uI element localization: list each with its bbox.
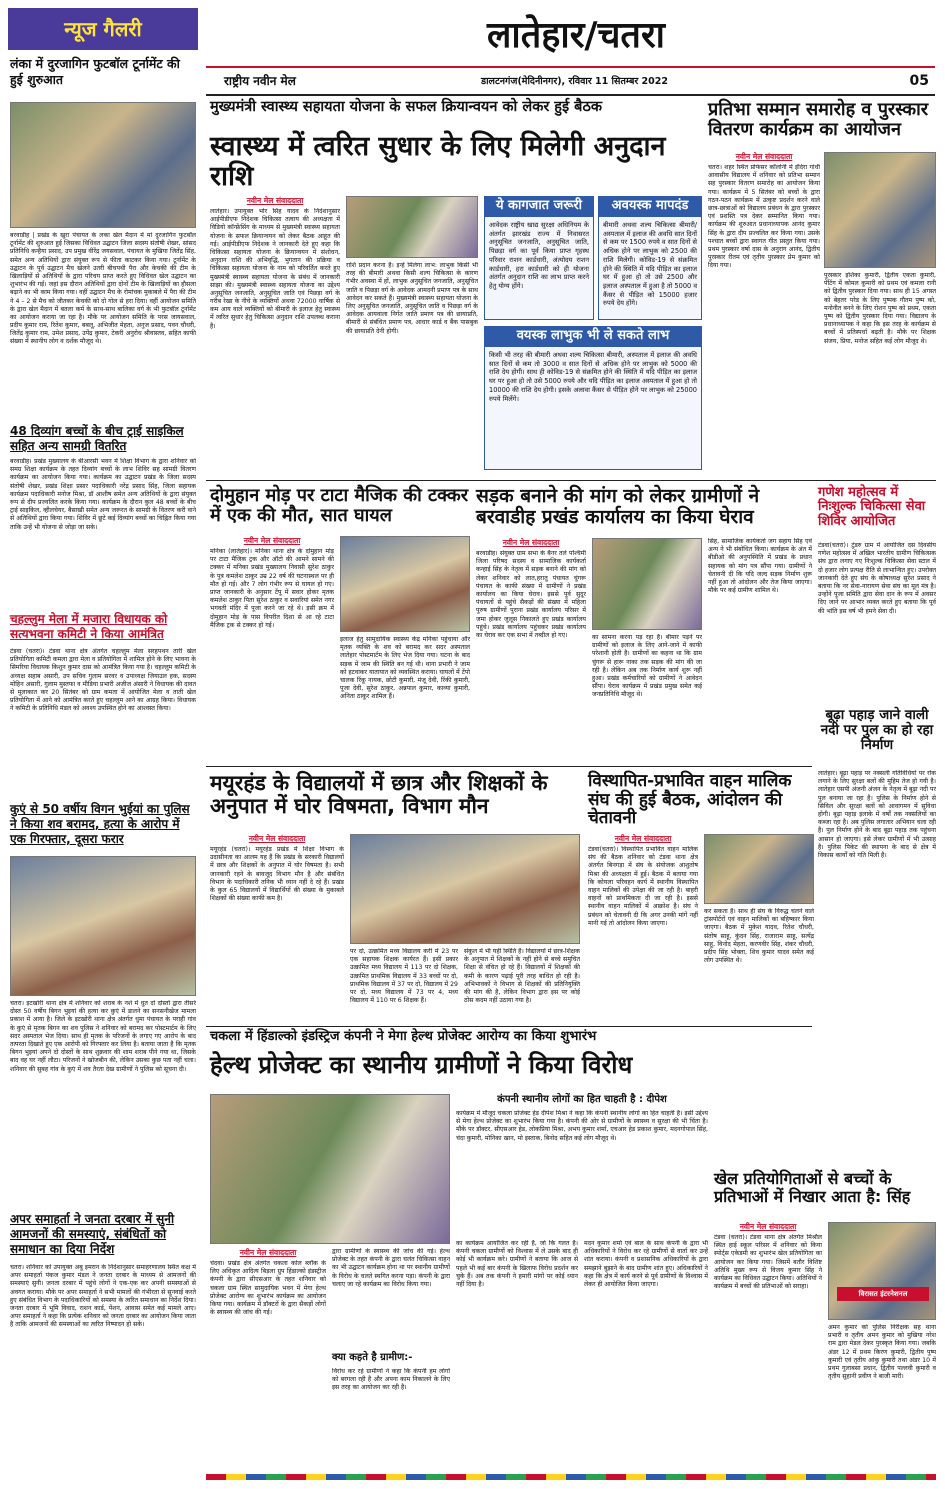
dateline: डालटनगंज(मेदिनीनगर), रविवार 11 सितम्बर 2022 bbox=[481, 76, 669, 87]
award-headline: प्रतिभा सम्मान समारोह व पुरस्कार वितरण कार्यक्रम का आयोजन bbox=[708, 99, 929, 140]
criteria-box-body: बीमारी अथवा शल्य चिकित्सा बीमारी/अस्पताल में इलाज की अवधि सात दिनों से कम पर 1500 रुपये व सात दिनों से अधिक होने पर लाभुक को 2500 की राशि मिलेगी। कोविड-19 से संक्रमित होने की स्थिति में यदि पीड़ित का इलाज घर में हुआ हो तो उसे 2500 और इलाज अस्पताल में हुआ है तो 5000 व कैंसर से पीड़ित को 15000 हजार रुपये देय होंगे। bbox=[598, 216, 702, 320]
meeting-photo bbox=[346, 196, 478, 258]
khel-reporter: नवीन मेल संवाददाता bbox=[739, 1222, 797, 1231]
road-reporter: नवीन मेल संवाददाता bbox=[502, 538, 560, 547]
page-number: 05 bbox=[909, 73, 929, 89]
documents-box-title: ये कागजात जरूरी bbox=[484, 196, 594, 216]
lead-reporter: नवीन मेल संवाददाता bbox=[246, 196, 304, 205]
award-body1: चतरा। शहर स्थित प्रोफेसर कॉलोनी में इंदिरा गांधी आवासीय विद्यालय में शनिवार को प्रतिभा सम्मान सह पुरस्कार वितरण समारोह का आयोजन किया गया। कार्यक्रम में 5 सितंबर को बच्चों के द्वारा गठन-पठन कार्यक्रम में उत्कृष्ट प्रदर्शन करने वाले छात्र-छात्राओं को विद्यालय प्रबंधन के द्वारा पुरस्कार एवं प्रशस्ति पत्र देकर सम्मानित किया गया। कार्यक्रम की शुरुआत प्रधानाध्यापक आनंद कुमार सिंह के द्वारा दीप प्रज्वलित कर किया गया। उसके पश्चात बच्चों द्वारा स्वागत गीत प्रस्तुत किया गया। प्रथम पुरस्कार वर्षा दास के अनुराग आनंद, द्वितीय पुरस्कार रीतम एवं तृतीय पुरस्कार प्रेम कुमार को दिया गया। bbox=[708, 164, 820, 270]
tata-col2: इलाज हेतु सामुदायिक स्वास्थ्य केंद्र मनिका पहुंचाया और मृतक व्यक्ति के शव को बरामद कर सदर अस्पताल लातेहार पोस्टमार्टम के लिए भेज दिया गया। घटना के बाद सड़क में जाम की स्थिति बन गई थी। थाना प्रभारी ने जाम को हटवाकर यातायात को व्यवस्थित कराया। घायलों में टेंपो चालक रिंकू नायक, छोटी कुमारी, मंजू देवी, रिंकी कुमारी, पूजा देवी, सुरेश ठाकुर, अन्नपाल कुमार, काव्या कुमारी, अनिता ठाकुर शामिल हैं। bbox=[340, 636, 470, 701]
health-camp-photo bbox=[210, 1094, 450, 1244]
masthead-bar bbox=[206, 66, 935, 96]
hindalco-subhead: कंपनी स्थानीय लोगों का हित चाहती है : दीपेश bbox=[497, 1094, 667, 1105]
masthead bbox=[206, 8, 935, 98]
gallery-s5-body: चतरा। शनिवार को उपायुक्त अबु इमरान के निर्देशानुसार समाहरणालय स्थित कक्ष में अपर समाहर्ता पंकज कुमार मंडल ने जनता दरबार के माध्यम से आमजनों की समस्याएं सुनी। जनता दरबार में पहुंचे लोगों ने एक-एक कर अपनी समस्याओं से अवगत कराया। मौके पर अपर समाहर्ता ने सभी मामलों की गंभीरता से सुनवाई करते हुए संबंधित विभाग के पदाधिकारियों को समस्या के त्वरित समाधान का निर्देश दिया। जनता दरबार में भूमि विवाद, राशन कार्ड, पेंशन, आवास समेत कई मामले आए। अपर समाहर्ता ने कहा कि प्रत्येक शनिवार को जनता दरबार का आयोजन किया जाता है ताकि आमजनों की समस्याओं का त्वरित निष्पादन हो सके। bbox=[10, 1264, 196, 1329]
road-col3: सिंह, सामाजिक कार्यकर्ता जग सहाय सिंह एवं अन्य ने भी संबोधित किया। कार्यक्रम के अंत में बीडीओ की अनुपस्थिति में प्रखंड के प्रधान सहायक को मांग पत्र सौंपा गया। ग्रामीणों ने चेतावनी दी कि यदि जल्द सड़क निर्माण शुरू नहीं हुआ तो आंदोलन और तेज किया जाएगा। मौके पर कई ग्रामीण शामिल थे। bbox=[708, 538, 812, 595]
divider bbox=[206, 480, 936, 481]
gallery-s5-headline: अपर समाहर्ता ने जनता दरबार में सुनी आमजनों की समस्याएं, संबंधितों को समाधान का दिया निर्देश bbox=[10, 1212, 175, 1256]
hindalco-col3: कार्यक्रम में मौजूद चकला प्रोजेक्ट हेड दीपेश मिश्रा ने कहा कि कंपनी स्थानीय लोगों का हित चाहती है। इसी उद्देश्य से मेगा हेल्थ प्रोजेक्ट का शुभारंभ किया गया है। कंपनी की ओर से ग्रामीणों के स्वास्थ्य व सुरक्षा की भी चिंता है। मौके पर डॉक्टर, सीएसआर हेड, लोकप्रिया मिश्रा, अभय कुमार शर्मा, एचआर हेड प्रकाश कुमार, मदनगोपाल सिंह, चंदा कुमारी, मोनिका खान, मो इस्ताक, बिनोद सहित कई लोग मौजूद थे। bbox=[456, 1110, 708, 1142]
hindalco-col1: चंदवा। प्रखंड क्षेत्र अंतर्गत चकला कोल ब्लॉक के लिए अधिकृत आदित्य बिड़ला ग्रुप हिंडाल्को इंडस्ट्रीज कंपनी के द्वारा सीएसआर के तहत शनिवार को चकला ग्राम स्थित सामुदायिक भवन में मेगा हेल्थ प्रोजेक्ट आरोग्य का शुभारंभ कार्यक्रम का आयोजन किया गया। कार्यक्रम में डॉक्टरों के द्वारा सैकड़ों लोगों के स्वास्थ्य की जांच की गई। bbox=[210, 1260, 326, 1317]
tata-reporter: नवीन मेल संवाददाता bbox=[243, 536, 301, 545]
gallery-s1-headline: लंका में दुरजागिन फुटबॉल टूर्नामेंट की हुई शुरुआत bbox=[10, 56, 180, 87]
hindalco-quote-body: विरोध कर रहे ग्रामीणों ने कहा कि कंपनी हम लोगों को बरगला रही है और अपना काम निकालने के लिए इस तरह का आयोजन कर रही है। bbox=[332, 1368, 450, 1392]
vahan-col1: टंडवा(चतरा)। विस्थापित प्रभावित वाहन मालिक संघ की बैठक शनिवार को टंडवा थाना क्षेत्र अंतर्गत बिनगड़ा में संघ के संयोजक आशुतोष मिश्रा की अध्यक्षता में हुई। बैठक में बताया गया कि कोयला परिवहन कार्य में स्थानीय विस्थापित वाहन मालिकों की उपेक्षा की जा रही है। बाहरी वाहनों को प्राथमिकता दी जा रही है। इससे स्थानीय वाहन मालिकों में आक्रोश है। संघ ने प्रबंधन को चेतावनी दी कि अगर उनकी मांगें नहीं मानी गई तो आंदोलन किया जाएगा। bbox=[588, 846, 698, 927]
road-headline: सड़क बनाने की मांग को लेकर ग्रामीणों ने बरवाडीह प्रखंड कार्यालय का किया घेराव bbox=[476, 485, 760, 528]
vahan-headline: विस्थापित-प्रभावित वाहन मालिक संघ की हुई बैठक, आंदोलन की चेतावनी bbox=[588, 771, 792, 829]
color-strip bbox=[206, 1474, 936, 1480]
crime-photo bbox=[10, 856, 196, 996]
mayur-col3: संकुल में भी यही स्थिति है। विद्यालयों में छात्र-शिक्षक के अनुपात में शिक्षकों के नहीं होने से बच्चे समुचित शिक्षा से वंचित हो रहे हैं। विद्यालयों में शिक्षकों की कमी के कारण पढ़ाई पूरी तरह बाधित हो रही है। अभिभावकों ने विभाग से शिक्षकों की प्रतिनियुक्ति की मांग की है, लेकिन विभाग द्वारा इस पर कोई ठोस कदम नहीं उठाया गया है। bbox=[464, 948, 580, 1005]
hindalco-col2: द्वारा ग्रामीणों के स्वास्थ्य की जांच की गई। हेल्थ प्रोजेक्ट के तहत कंपनी के द्वारा चलंत चिकित्सा वाहन का भी उद्घाटन कार्यक्रम होना था पर स्थानीय ग्रामीणों के विरोध के चलते स्थगित करना पड़ा। कंपनी के द्वारा चलाए जा रहे कार्यक्रम का विरोध किया गया। bbox=[332, 1248, 450, 1288]
gallery-s3-body: टंडवा (चतरा)। टंडवा थाना क्षेत्र अंतर्गत चहल्लुम मेला सरहपथन तारी खेल प्रतियोगिता कमिटी कमला द्वारा मेला व प्रतियोगिता में शामिल होने के लिए भावना के सिमरिया विधायक किशुन कुमार दास को आमंत्रित किया गया है। चहल्लुम कमिटी के अध्यक्ष सहाब असारी, उप सचिव गुलाम सरवर व उपाध्यक्ष जियाउल हक, सदस्य मोहिन असारी, गुलाम मुस्तफा व मीडिया प्रभारी अजीज अंसारी ने विधायक की दावत से मुलाकात कर 20 सितंबर को ग्राम कमता में आयोजित मेला व ताती खेल प्रतियोगिता में आने को आमंत्रित करते हुए चहल्लुम आने का आग्रह किया। विधायक ने कमिटी के प्रतिनिधि मंडल को अवश्य उपस्थित होने का आश्वस्त किया। bbox=[10, 648, 196, 713]
newspaper-logo: राष्ट्रीय नवीन मेल bbox=[224, 74, 296, 88]
adult-benefit-box bbox=[484, 326, 702, 470]
documents-box-body: आवेदक राष्ट्रीय खाद्य सुरक्षा अधिनियम के अंतर्गत झारखंड राज्य में निवासरत अनुसूचित जनजाति, अनुसूचित जाति, पिछड़ा वर्ग का पूर्व किया प्राप्त गृहस्थ परिवार राशन कार्डधारी, अंत्योदय राशन कार्डधारी, हरा कार्डधारी को ही योजना अंतर्गत अनुदान राशि का लाभ प्राप्त करने हेतु योग्य होंगे। bbox=[484, 216, 594, 320]
ganesh-body: टंडवा(चतरा)। टुंडरु ग्राम में आयोजित दस दिवसीय गणेश महोत्सव में अखिल भारतीय ग्रामीण चिकित्सक संघ द्वारा लगाए गए निःशुल्क चिकित्सा सेवा स्टाल में दो हजार लोग प्रत्यक्ष रीति से लाभान्वित हुए। उपरोक्त जानकारी देते हुए संघ के कोषाध्यक्ष सुरेश प्रसाद ने बताया कि नर सेवा-नारायण सेवा संघ का मूल मंत्र है। उन्होंने पूजा समिति द्वारा सेवा दान के रूप में अवसर दिए जाने पर आभार व्यक्त करते हुए बताया कि पूर्व की भांति इस वर्ष भी हमने सेवा दी। bbox=[818, 542, 936, 615]
football-photo bbox=[10, 102, 196, 228]
gallery-s2-headline: 48 दिव्यांग बच्चों के बीच ट्राई साइकिल सहित अन्य सामग्री वितरित bbox=[10, 424, 184, 453]
vahan-reporter: नवीन मेल संवाददाता bbox=[614, 834, 672, 843]
criteria-box bbox=[598, 196, 702, 320]
gallery-s4-headline: कुएं से 50 वर्षीय विगन भुईयां का पुलिस ने किया शव बरामद, हत्या के आरोप में एक गिरफ्तार, दूसरा फरार bbox=[10, 802, 190, 846]
road-col1: बरवाडीह। संयुक्त ग्राम सभा के बैनर तले पश्चिमी जिला परिषद सदस्य व सामाजिक कार्यकर्ता कन्हाई सिंह के नेतृत्व में सड़क बनाने की मांग को लेकर शनिवार को लात,हरातु पंचायत चुंगरू पंचायत के काफी संख्या में ग्रामीणों ने प्रखंड कार्यालय का किया घेराव। इससे पूर्व सुदूर पंचायतों से पहुंचे सैकड़ों की संख्या में महिला पुरुष ग्रामीणों पुराना प्रखंड कार्यालय परिसर में जमा होकर जुलूस निकालते हुए प्रखंड कार्यालय पहुंचे। प्रखंड कार्यालय पहुंचकर प्रखंड कार्यालय का घेराव कर एक सभा में तब्दील हो गए। bbox=[476, 550, 586, 639]
gallery-s1-body: बरवाडीह | प्रखंड के खुरा पंचायत के लका खेल मैदान में मां दुरजागिन फुटबॉल टूर्नामेंट की शुरुआत हुई जिसका विधिवत उद्घाटन जिला सदस्य संतोषी शेखर, सांसद प्रतिनिधि कन्हैया प्रसाद, उप प्रमुख वीरेंद्र जयसवाल, पंचायत के मुखिया जितेंद्र सिंह, समेत अन्य अतिथियों द्वारा संयुक्त रूप से फीता काटकर किया गया। टूर्नामेंट के उद्घाटन के पूर्व उद्घाटन मैच खेलने उतरी बीचपथी पैरा और केचकी की टीम के खिलाड़ियों से अतिथियों के द्वारा परिचय प्राप्त करते हुए विधिवत खेल उद्घाटन का शुभारंभ की गई। जहां इस दौरान अतिथियों द्वारा दोनों टीम के खिलाड़ियों का हौसला बढ़ाने का भी काम किया गया। वहीं उद्घाटन मैच के रोमांचक मुकाबले में पैरा की टीम ने 4 – 2 से मैच को जीतकर केचकी को दो गोल से हरा दिया। वहीं आयोजन समिति के द्वारा खेल मैदान में बतला कर्म के साथ-साथ बालिका वर्ग के भी फुटबॉल टूर्नामेंट का आयोजन कराया जा रहा है। मौके पर आयोजन समिति के परस जायसवाल, प्रदीप कुमार राम, रितेश कुमार, बबलू, अभिजीत मेहता, अनुज प्रसाद, पवन चौधरी, जितेंद्र कुमार राम, उमेश प्रसाद, उपेंद्र कुमार, टेकरी अनुरोध श्रीवास्तव, सहित काफी संख्या में स्थानीय लोग व दर्शक मौजूद थे। bbox=[10, 232, 196, 346]
lead-headline: स्वास्थ्य में त्वरित सुधार के लिए मिलेगी अनुदान राशि bbox=[210, 131, 666, 192]
academy-banner: विरासत इंटरनेशनल bbox=[837, 1287, 929, 1301]
hindalco-headline: हेल्थ प्रोजेक्ट का स्थानीय ग्रामीणों ने किया विरोध bbox=[210, 1051, 633, 1079]
road-col2: का सामना करना पड़ रहा है। बीमार पड़ने पर ग्रामीणों को इलाज के लिए आने-जाने में काफी परेशानी होती है। ग्रामीणों का कहना था कि ग्राम चुंगरू से हारू नाका तक सड़क की मांग की जा रही है। लेकिन अब तक निर्माण कार्य शुरू नहीं हुआ। प्रखंड कर्मचारियों को ग्रामीणों ने आवेदन सौंपा। घेराव कार्यक्रम में प्रखंड प्रमुख समेत कई जनप्रतिनिधि मौजूद थे। bbox=[592, 634, 702, 699]
award-body2: पुरस्कार इशिका कुमारी, द्वितीय एकता कुमारी, पेंटिंग में कोमल कुमारी को प्रथम एवं कमला रानी को द्वितीय पुरस्कार दिया गया। साथ ही 15 अगस्त को बेहतर परेड के लिए पुष्पक गौतम पुष्प को, मनोनीत बनने के लिए रोशन पुष्प को प्रथम, एकता पुष्प को द्वितीय पुरस्कार दिया गया। विद्यालय के प्रधानाध्यापक ने कहा कि इस तरह के कार्यक्रम से बच्चों में प्रतिस्पर्धा बढ़ती है। मौके पर शिक्षक संजय, प्रिया, मनोज सहित कई लोग मौजूद थे। bbox=[824, 272, 936, 345]
mayur-col1: मयूरहंड (चतरा)। मयूरहंड प्रखंड में शिक्षा विभाग के उदासीनता का आलम यह है कि प्रखंड के सरकारी विद्यालयों में छात्र और शिक्षकों के अनुपात में घोर विषमता है। सभी जानकारी रहने के बावजूद विभाग मौन है और संबंधित विभाग के पदाधिकारी तनिक भी ध्यान नहीं दे रहे हैं। प्रखंड के कुल 65 विद्यालयों में विद्यार्थियों की संख्या के मुकाबले शिक्षकों की संख्या काफी कम है। bbox=[210, 846, 344, 903]
news-gallery-column bbox=[8, 8, 198, 1478]
documents-box bbox=[484, 196, 594, 320]
hindalco-reporter: नवीन मेल संवाददाता bbox=[239, 1248, 297, 1257]
adult-benefit-title: वयस्क लाभुक भी ले सकते लाभ bbox=[484, 326, 702, 346]
ganesh-headline: गणेश महोत्सव में निःशुल्क चिकित्सा सेवा शिविर आयोजित bbox=[818, 485, 926, 529]
mayur-col2: पर दो, उत्क्रमित मध्य विद्यालय करी में 23 पर एक सहायक शिक्षक कार्यरत हैं। इसी प्रकार उत्क्रमित मध्य विद्यालय में 113 पर दो शिक्षक, उत्क्रमित प्राथमिक विद्यालय में 33 बच्चों पर दो, प्राथमिक विद्यालय में 37 पर दो, विद्यालय में 29 पर दो, मध्य विद्यालय में 73 पर 4, मध्य विद्यालय में 110 पर 6 शिक्षक हैं। bbox=[350, 948, 458, 1005]
hindalco-col5: मदन कुमार शर्मा एवं बाल के साथ कंपनी के द्वारा भी अधिकारियों ने विरोध कर रहे ग्रामीणों से वार्ता कर उन्हें शांत कराया। कंपनी व प्रशासनिक अधिकारियों के द्वारा समझाने बुझाने के बाद ग्रामीण शांत हुए। अधिकारियों ने कहा कि क्षेत्र में कार्य करने से पूर्व ग्रामीणों के विश्वास में लेकर ही आयोजित किया जाएगा। bbox=[584, 1240, 708, 1288]
hindalco-kicker: चकला में हिंडाल्को इंडस्ट्रिज कंपनी ने मेगा हेल्थ प्रोजेक्ट आरोग्य का किया शुभारंभ bbox=[210, 1029, 597, 1044]
vahan-photo bbox=[704, 834, 814, 904]
tata-col1: मनिका (लातेहार)। मनिका थाना क्षेत्र के दोमुहान मोड़ पर टाटा मैजिक ट्रक और ऑटो की आमने सामने की टक्कर में मनिका प्रखंड मुख्यालय निवासी सुरेश ठाकुर के पुत्र कमलेश ठाकुर उम्र 22 वर्ष की घटनास्थल पर ही मौत हो गई। और 7 लोग गंभीर रूप से घायल हो गए। प्राप्त जानकारी के अनुसार टेंपू में सवार होकर मृतक कमलेश ठाकुर पिता सुरेश ठाकुर व सवारियां समेत नगर भगवती मंदिर में पूजा करने जा रहे थे। इसी क्रम में दोमुहान मोड़ के पास विपरीत दिशा से आ रहे टाटा मैजिक ट्रक से टक्कर हो गई। bbox=[210, 548, 334, 629]
khel-headline: खेल प्रतियोगिताओं से बच्चों के प्रतिभाओं में निखार आता है: सिंह bbox=[714, 1169, 911, 1206]
award-reporter: नवीन मेल संवाददाता bbox=[735, 152, 793, 161]
gallery-s4-body: चतरा। इटखोरी थाना क्षेत्र में शनिवार को शराब के नशे में धुत दो दोस्तों द्वारा तीसरे दोस्त 50 वर्षीय बिगन भुइयां की हत्या कर कुएं में डालने का सनसनीखेज मामला प्रकाश में आया है। जिले के इटखोरी थाना क्षेत्र अंतर्गत धुमा पंचायत के पराही गांव के कुएं से मृतक बिगन का शव पुलिस ने शनिवार को बरामद कर पोस्टमार्टम के लिए सदर अस्पताल भेज दिया। साथ ही मृतक के परिजनों के लगाए गए आरोप के बाद तत्परता दिखाते हुए एक आरोपी को गिरफ्तार कर लिया है। बताया जाता है कि मृतक बिगन भुइयां अपने दो दोस्तों के साथ शुक्रवार की शाम शराब पीने गया था, जिसके बाद वह घर नहीं लौटा। परिजनों ने खोजबीन की, लेकिन उसका कुछ पता नहीं चला। शनिवार की सुबह गांव के कुएं में शव तैरता देख ग्रामीणों ने पुलिस को सूचना दी। bbox=[10, 1000, 196, 1073]
mayur-headline: मयूरहंड के विद्यालयों में छात्र और शिक्षकों के अनुपात में घोर विषमता, विभाग मौन bbox=[210, 771, 548, 819]
school-photo bbox=[350, 834, 580, 944]
award-photo bbox=[824, 152, 936, 268]
adult-benefit-body: किसी भी तरह की बीमारी अथवा शल्य चिकित्सा बीमारी, अस्पताल में इलाज की अवधि सात दिनों से कम तो 3000 व सात दिनों से अधिक होने पर लाभुक को 5000 की राशि देय होगी। साथ ही कोविड-19 से संक्रमित होने की स्थिति में यदि पीड़ित का इलाज घर पर हुआ हो तो उसे 5000 रुपये और यदि पीड़ित का इलाज अस्पताल में हुआ हो तो 10000 की राशि देय होगी। इसके अलावा कैंसर से पीड़ित होने पर लाभुक को 25000 रुपये मिलेंगे। bbox=[484, 346, 702, 470]
lead-kicker: मुख्यमंत्री स्वास्थ्य सहायता योजना के सफल क्रियान्वयन को लेकर हुई बैठक bbox=[210, 99, 603, 115]
budha-headline: बूढ़ा पहाड़ जाने वाली नदी पर पुल का हो रहा निर्माण bbox=[820, 707, 934, 753]
road-protest-photo bbox=[592, 538, 702, 630]
divider bbox=[206, 1026, 812, 1027]
criteria-box-title: अवयस्क मापदंड bbox=[598, 196, 702, 216]
hindalco-col4: का कार्यक्रम आयोजित कर रही है, जो कि गलत है। कंपनी चकला ग्रामीणों को विश्वास में ले उसके बाद ही कोई भी कार्यक्रम करे। ग्रामीणों ने बताया कि आज से पहले भी कई बार कंपनी के खिलाफ विरोध प्रदर्शन कर चुके हैं। अब तक कंपनी ने हमारी मांगों पर कोई ध्यान नहीं दिया है। bbox=[456, 1240, 578, 1288]
lead-col1: लातेहार। उपायुक्त भोर सिंह यादव के निर्देशानुसार आईपीडीएफ निदेशक चिकित्सा तत्वाय की अध्यक्षता में विडियो कॉन्फ्रेंसिंग के माध्यम से मुख्यमंत्री स्वास्थ्य सहायता योजना के सफल क्रियान्वयन को लेकर बैठक आहूत की गई। आईपीडीएफ निदेशक ने जानकारी देते हुए कहा कि चिकित्सा सहायता योजना के क्रियान्वयन में संशोधन, अनुदान राशि की अभिवृद्धि, भुगतान की प्रक्रिया व चिकित्सा सहायता योजना के नाम को परिवर्तित करते हुए मुख्यमंत्री स्वास्थ्य सहायता योजना के संबंध में जानकारी साझा की। मुख्यमंत्री स्वास्थ्य सहायता योजना का उद्देश्य अनुसूचित जनजाति, अनुसूचित जाति एवं पिछड़ा वर्ग के गरीब रेखा के नीचे के व्यक्तियों अथवा 72000 वार्षिक से कम आय वाले व्यक्तियों को बीमारी के इलाज हेतु स्वास्थ्य में त्वरित सुधार हेतु चिकित्सा अनुदान राशि उपलब्ध कराना है। bbox=[210, 208, 340, 330]
khel-col2: अमन कुमार को पुलिस निरीक्षक सह थाना प्रभारी व तृतीय अमन कुमार को मुखिया नरेश राम द्वारा मेडल देकर पुरस्कृत किया गया। जबकि अंडर 12 में प्रथम किरण कुमारी, द्वितीय पुष्प कुमारी एवं तृतीय आंकु कुमारी तथा अंडर 10 में प्रथम गुलाबसा प्रधान, द्वितीय पल्लवी कुमारी व तृतीय सुहानी प्रवीण ने बाजी मारी। bbox=[828, 1324, 936, 1381]
sports-photo bbox=[828, 1222, 936, 1320]
hindalco-quote-title: क्या कहते है ग्रामीण:- bbox=[332, 1352, 413, 1363]
tata-headline: दोमुहान मोड़ पर टाटा मैजिक की टक्कर में एक की मौत, सात घायल bbox=[210, 485, 469, 526]
mayur-reporter: नवीन मेल संवाददाता bbox=[248, 834, 306, 843]
lead-col2: राशि प्रदान करना है। इन्हें मिलेगा लाभ: लाभुक किसी भी तरह की बीमारी अथवा किसी शल्य चिकित्सा के कारण गंभीर अवस्था में हों, लाभुक अनुसूचित जनजाति, अनुसूचित जाति व पिछड़ा वर्ग के आवेदक आमदनी प्रमाण पत्र के साथ आवेदन कर सकते हैं। मुख्यमंत्री स्वास्थ्य सहायता योजना के लिए अनुसूचित जनजाति, अनुसूचित जाति व पिछड़ा वर्ग के आवेदक आयवाला निर्गत जाति प्रमाण पत्र की छायाप्रति, बीमारी से संबंधित प्रमाण पत्र, आधार कार्ड व बैंक पासबुक की छायाप्रति देनी होगी। bbox=[346, 262, 478, 335]
gallery-s3-headline: चहल्लुम मेला में मजारा विधायक को सत्यभवना कमिटी ने किया आमंत्रित bbox=[10, 612, 168, 641]
section-title: लातेहार/चतरा bbox=[487, 15, 665, 56]
gallery-title: न्यूज गैलरी bbox=[8, 8, 198, 50]
vahan-col2: कर सकता है। साथ ही संघ के विरुद्ध चलने वाले ट्रांसपोर्टरों एवं वाहन मालिकों का बहिष्कार किया जाएगा। बैठक में मुकेश यादव, रितेश चौधरी, संतोष साहू, कुंदन सिंह, राजाराम साहू, सत्येंद्र साहू, विनोद मेहता, करणवीर सिंह, शंकर चौधरी, प्रदीप सिंह भोक्ता, शिव कुमार यादव समेत कई लोग उपस्थित थे। bbox=[704, 908, 814, 965]
khel-col1: टंडवा (चतरा)। टंडवा थाना क्षेत्र अंतर्गत मिश्रौल स्थित हाई स्कूल परिसर में शनिवार को किया स्पोर्ट्स एकेडमी का शुभारंभ खेल प्रतियोगिता का आयोजन कर किया गया। जिसमें बतौर विशिष्ट अतिथि मुख्य रूप से विजय कुमार सिंह ने कार्यक्रम का विधिवत उद्घाटन किया। अतिथियों ने कार्यक्रम में बच्चों की प्रतिभाओं को सराहा। bbox=[714, 1234, 822, 1291]
divider bbox=[206, 766, 812, 767]
accident-photo bbox=[340, 536, 470, 632]
gallery-s2-body: बरवाडीह। प्रखंड मुख्यालय के बीआरसी भवन में शिक्षा विभाग के द्वारा शनिवार को समग्र शिक्षा कार्यक्रम के तहत दिव्यांग बच्चों के लाभ शिविर सह सामग्री वितरण कार्यक्रम का आयोजन किया गया। कार्यक्रम का उद्घाटन प्रखंड के जिला सदस्य संतोषी शेखर, प्रखंड शिक्षा प्रसार पदाधिकारी नरेंद्र प्रसाद सिंह, जिला सहायक कार्यक्रम पदाधिकारी मनोज मिश्रा, डॉ आशीष समेत अन्य अतिथियों के द्वारा संयुक्त रूप से दीप प्रज्वलित करके किया गया। कार्यक्रम के दौरान कुल 48 बच्चों के बीच ट्राई साइकिल, व्हीलचेयर, बैसाखी समेत अन्य जरूरत के सामग्री के वितरण करी वाने से अतिथियों द्वारा किया गया। शिविर में छूटे कई दिव्यांग बच्चों का चिह्नित किया गया ताकि उन्हें भी योजना से जोड़ा जा सके। bbox=[10, 458, 196, 531]
budha-body: लातेहार। बूढ़ा पहाड़ पर नक्सली गतिविधियों पर रोक लगाने के लिए सुरक्षा बलों की मुहिम तेज हो गयी है। लातेहार एसपी अंजनी अंजन के नेतृत्व में बूढ़ा नदी पर पुल बनाया जा रहा है। पुलिस के निर्माण होने से सिविल और सुरक्षा बलों को आवागमन में सुविधा होगी। बूढ़ा पहाड़ इलाके में वर्षों तक नक्सलियों का कब्जा रहा है। अब पुलिस लगातार अभियान चला रही है। पुल निर्माण होने के बाद बूढ़ा पहाड़ तक पहुंचना आसान हो जाएगा। इसे लेकर ग्रामीणों में भी उत्साह है। पुलिस पिकेट की स्थापना के बाद से क्षेत्र में विकास कार्यों को गति मिली है। bbox=[818, 770, 936, 859]
